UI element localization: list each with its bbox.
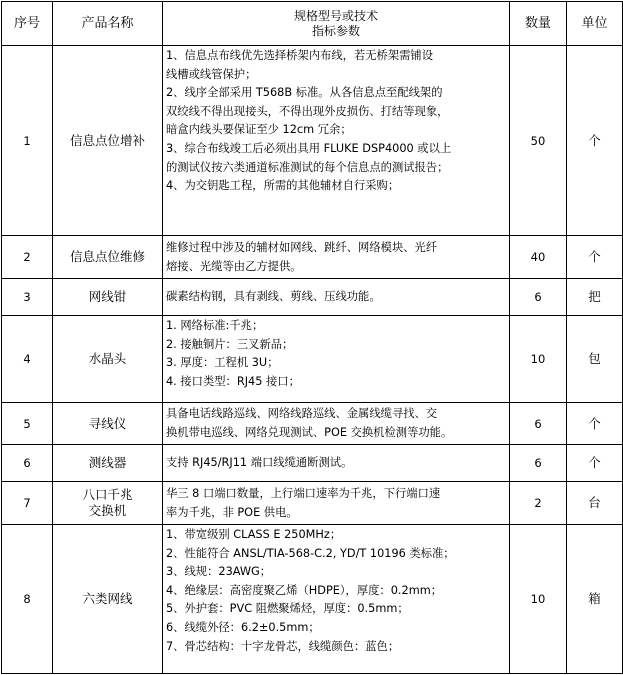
table-row [2, 482, 623, 525]
row-index: 5 [2, 403, 53, 445]
product-name-line: 信息点位增补 [69, 132, 145, 148]
spec-table [1, 1, 623, 674]
spec-line: 的测试仪按六类通道标准测试的每个信息点的测试报告； [166, 160, 449, 174]
product-name [53, 403, 163, 445]
product-name-line: 测线器 [88, 455, 127, 470]
quantity: 50 [510, 46, 567, 236]
row-index: 3 [2, 279, 53, 316]
row-index: 6 [2, 445, 53, 482]
product-name-line: 寻线仪 [88, 415, 127, 431]
spec-line: 6、线缆外径：6.2±0.5mm； [166, 620, 320, 634]
header-index: 序号 [2, 2, 53, 46]
spec-line: 2. 接触铜片：三叉新品； [166, 337, 294, 351]
spec-line: 具备电话线路巡线、网络线路巡线、金属线缆寻找、交 [166, 407, 438, 421]
spec-line: 维修过程中涉及的辅材如网线、跳纤、网络模块、光纤 [166, 240, 438, 254]
spec-line: 支持 RJ45/RJ11 端口线缆通断测试。 [166, 456, 353, 470]
spec-line: 4、绝缘层：高密度聚乙烯（HDPE），厚度：0.2mm； [166, 583, 443, 597]
spec-line: 率为千兆，非 POE 供电。 [166, 505, 298, 519]
quantity: 40 [510, 236, 567, 279]
unit: 包 [567, 316, 623, 403]
product-name-line: 网线钳 [88, 289, 127, 304]
spec-params [163, 403, 510, 445]
product-name-line: 六类网线 [82, 591, 133, 606]
product-name [53, 316, 163, 403]
spec-line: 3、综合布线竣工后必须出具用 FLUKE DSP4000 或以上 [166, 141, 452, 155]
spec-line: 2、性能符合 ANSL/TIA-568-C.2, YD/T 10196 类标准； [166, 546, 455, 560]
spec-line: 3、线规：23AWG； [166, 565, 272, 579]
spec-line: 双绞线不得出现接头，不得出现外皮损伤、打结等现象， [166, 104, 449, 118]
product-name-line: 信息点位维修 [69, 249, 145, 264]
spec-line: 2、线序全部采用 T568B 标准。从各信息点至配线架的 [166, 86, 443, 100]
spec-line: 碳素结构钢，具有剥线、剪线、压线功能。 [166, 290, 381, 304]
table-row [2, 525, 623, 674]
row-index: 8 [2, 525, 53, 674]
unit: 个 [567, 403, 623, 445]
row-index: 1 [2, 46, 53, 236]
spec-params [163, 316, 510, 403]
quantity: 10 [510, 316, 567, 403]
quantity: 6 [510, 445, 567, 482]
header-spec-line1: 规格型号或技术 [293, 8, 378, 23]
product-name [53, 46, 163, 236]
spec-line: 4、为交钥匙工程，所需的其他辅材自行采购； [166, 179, 400, 193]
spec-line: 暗盒内线头要保证至少 12cm 冗余； [166, 123, 352, 137]
table-row [2, 316, 623, 403]
spec-params [163, 525, 510, 674]
product-name [53, 445, 163, 482]
spec-line: 线槽或线管保护； [166, 67, 257, 81]
spec-line: 1. 网络标准:千兆； [166, 319, 264, 332]
product-name-line: 交换机 [88, 503, 127, 518]
table-row [2, 445, 623, 482]
product-name [53, 482, 163, 525]
spec-params [163, 482, 510, 525]
spec-line: 换机带电巡线、网络兑现测试、POE 交换机检测等功能。 [166, 426, 453, 439]
table-row [2, 46, 623, 236]
spec-params [163, 236, 510, 279]
unit: 个 [567, 445, 623, 482]
header-row [2, 2, 623, 46]
spec-params [163, 46, 510, 236]
unit: 箱 [567, 525, 623, 674]
spec-line: 5、外护套：PVC 阻燃聚烯烃，厚度：0.5mm； [166, 602, 409, 616]
quantity: 6 [510, 279, 567, 316]
product-name [53, 236, 163, 279]
spec-params [163, 445, 510, 482]
spec-line: 7、骨芯结构：十字龙骨芯，线缆颜色：蓝色； [166, 639, 400, 653]
spec-line: 1、带宽级别 CLASS E 250MHz； [166, 528, 342, 541]
product-name [53, 279, 163, 316]
header-spec [163, 2, 510, 46]
header-qty: 数量 [510, 2, 567, 46]
header-name: 产品名称 [53, 2, 163, 46]
table-row [2, 279, 623, 316]
spec-line: 华三 8 口端口数量，上行端口速率为千兆，下行端口速 [166, 486, 441, 500]
header-spec-line2: 指标参数 [311, 23, 360, 38]
quantity: 2 [510, 482, 567, 525]
spec-line: 熔接、光缆等由乙方提供。 [166, 259, 302, 273]
header-unit: 单位 [567, 2, 623, 46]
table-row [2, 236, 623, 279]
unit: 台 [567, 482, 623, 525]
quantity: 6 [510, 403, 567, 445]
product-name [53, 525, 163, 674]
spec-params [163, 279, 510, 316]
spec-line: 3. 厚度：工程机 3U； [166, 356, 279, 370]
unit: 个 [567, 46, 623, 236]
row-index: 2 [2, 236, 53, 279]
row-index: 7 [2, 482, 53, 525]
unit: 把 [567, 279, 623, 316]
spec-line: 1、信息点布线优先选择桥架内布线，若无桥架需铺设 [166, 49, 434, 62]
spec-line: 4. 接口类型：RJ45 接口； [166, 374, 300, 388]
product-name-line: 八口千兆 [82, 487, 133, 502]
product-name-line: 水晶头 [88, 351, 127, 366]
unit: 个 [567, 236, 623, 279]
row-index: 4 [2, 316, 53, 403]
quantity: 10 [510, 525, 567, 674]
table-row [2, 403, 623, 445]
